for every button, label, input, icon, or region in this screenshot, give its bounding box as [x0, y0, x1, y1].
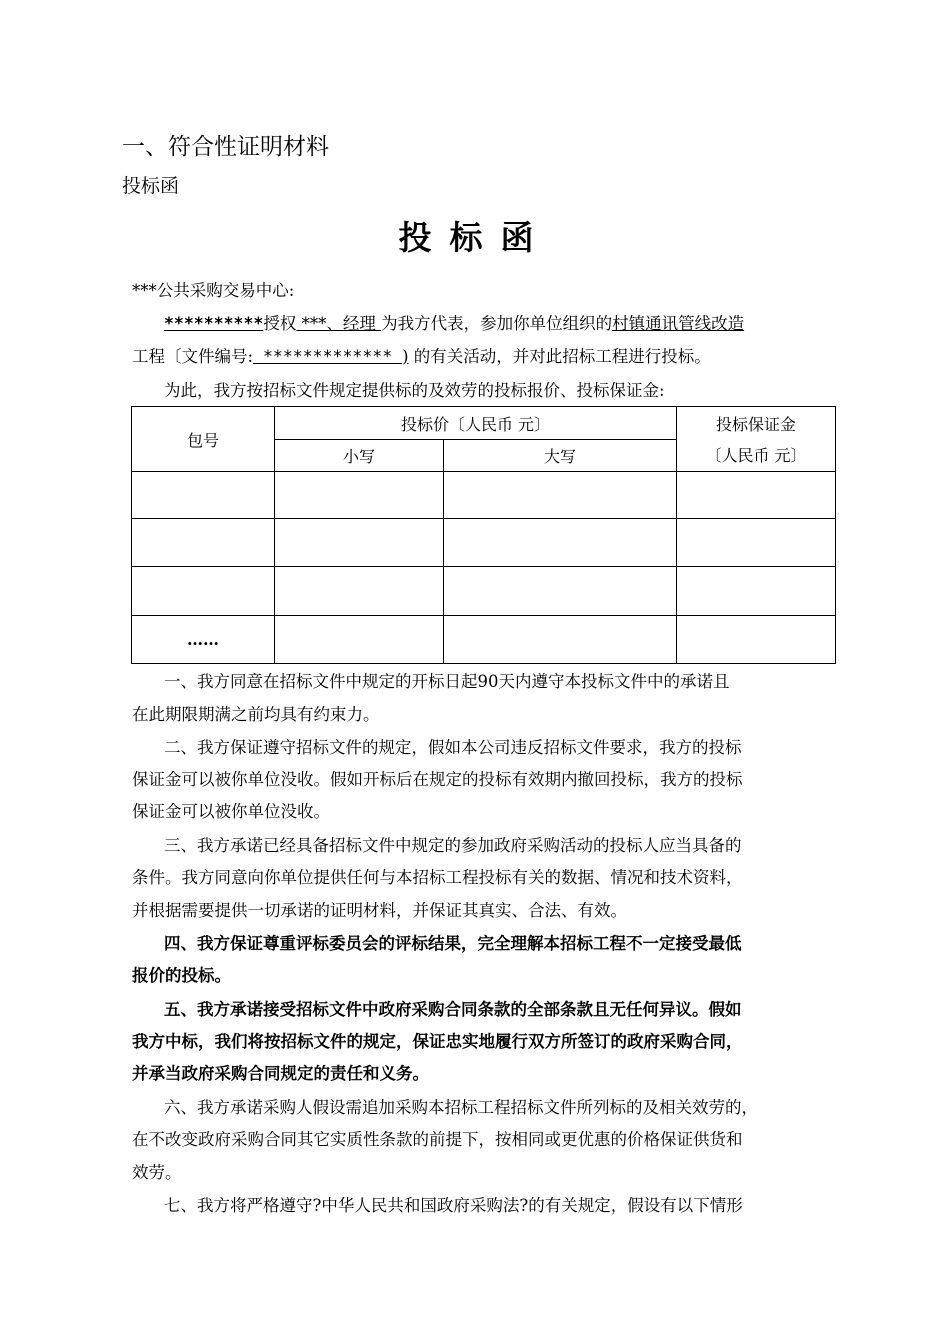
clause-2-line-3: 保证金可以被你单位没收。 — [132, 802, 330, 821]
cell-big — [444, 567, 677, 616]
clause-2-line-2: 保证金可以被你单位没收。假如开标后在规定的投标有效期内撤回投标，我方的投标 — [132, 770, 743, 789]
cell-small — [275, 519, 444, 567]
header-deposit — [677, 407, 836, 472]
clause-2-line-1: 二、我方保证遵守招标文件的规定，假如本公司违反招标文件要求，我方的投标 — [164, 738, 742, 757]
as-rep-text: 为我方代表，参加你单位组织的 — [381, 314, 613, 333]
bid-price-table — [131, 406, 836, 664]
cell-small — [275, 616, 444, 664]
table-row — [132, 616, 836, 664]
table-row — [132, 567, 836, 616]
representative-field: ***、经理 — [296, 314, 382, 333]
clause-4-line-1: 四、我方保证尊重评标委员会的评标结果，完全理解本招标工程不一定接受最低 — [164, 934, 742, 953]
clause-1-line-2: 在此期限期满之前均具有约束力。 — [132, 705, 380, 724]
intro-tail: 的有关活动，并对此招标工程进行投标。 — [408, 347, 711, 366]
cell-small — [275, 567, 444, 616]
clause-5-line-2: 我方中标，我们将按招标文件的规定，保证忠实地履行双方所签订的政府采购合同， — [132, 1032, 743, 1051]
sub-heading: 投标函 — [122, 175, 180, 197]
clause-1-line-1: 一、我方同意在招标文件中规定的开标日起90天内遵守本投标文件中的承诺且 — [164, 672, 730, 691]
cell-package — [132, 519, 275, 567]
header-deposit-line2: 〔人民币 元〕 — [705, 446, 807, 465]
cell-big — [444, 519, 677, 567]
header-deposit-line1: 投标保证金 — [715, 415, 796, 434]
for-this-line: 为此，我方按招标文件规定提供标的及效劳的投标报价、投标保证金: — [164, 381, 665, 400]
clause-3-line-2: 条件。我方同意向你单位提供任何与本招标工程投标有关的数据、情况和技术资料， — [132, 868, 743, 887]
file-number-label: 〔文件编号: — [165, 347, 254, 366]
intro-line-1 — [132, 310, 864, 334]
clause-5-line-3: 并承当政府采购合同规定的责任和义务。 — [132, 1064, 429, 1083]
document-title: 投标函 — [398, 218, 552, 257]
clause-6-line-3: 效劳。 — [132, 1163, 182, 1182]
clause-4-line-2: 报价的投标。 — [132, 966, 231, 985]
cell-package — [132, 567, 275, 616]
cell-deposit — [677, 616, 836, 664]
clause-6-line-1: 六、我方承诺采购人假设需追加采购本招标工程招标文件所列标的及相关效劳的， — [164, 1098, 758, 1117]
table-row — [132, 472, 836, 519]
header-package-no: 包号 — [132, 407, 275, 472]
cell-big — [444, 472, 677, 519]
section-heading: 一、符合性证明材料 — [122, 134, 329, 160]
file-number-close: ) — [402, 347, 409, 366]
project-name-part2: 工程 — [132, 347, 165, 366]
file-number-field: ************* — [253, 347, 403, 366]
project-name-part1: 村镇通讯管线改造 — [612, 314, 745, 333]
header-lowercase: 小写 — [275, 440, 444, 472]
header-uppercase: 大写 — [444, 440, 677, 472]
clause-7-line-1: 七、我方将严格遵守?中华人民共和国政府采购法?的有关规定，假设有以下情形 — [164, 1196, 743, 1215]
cell-deposit — [677, 567, 836, 616]
cell-big — [444, 616, 677, 664]
cell-package: …… — [132, 616, 275, 664]
clause-3-line-3: 并根据需要提供一切承诺的证明材料，并保证其真实、合法、有效。 — [132, 901, 627, 920]
clause-6-line-2: 在不改变政府采购合同其它实质性条款的前提下，按相同或更优惠的价格保证供货和 — [132, 1130, 743, 1149]
clause-5-line-1: 五、我方承诺接受招标文件中政府采购合同条款的全部条款且无任何异议。假如 — [164, 1000, 742, 1019]
clause-3-line-1: 三、我方承诺已经具备招标文件中规定的参加政府采购活动的投标人应当具备的 — [164, 836, 742, 855]
cell-package — [132, 472, 275, 519]
table-row — [132, 519, 836, 567]
bidder-name-masked: ********** — [164, 314, 264, 333]
cell-deposit — [677, 472, 836, 519]
header-bid-price: 投标价〔人民币 元〕 — [275, 407, 677, 440]
intro-line-2 — [132, 343, 832, 367]
cell-deposit — [677, 519, 836, 567]
authorize-text: 授权 — [263, 314, 297, 333]
addressee: ***公共采购交易中心: — [132, 281, 295, 300]
cell-small — [275, 472, 444, 519]
